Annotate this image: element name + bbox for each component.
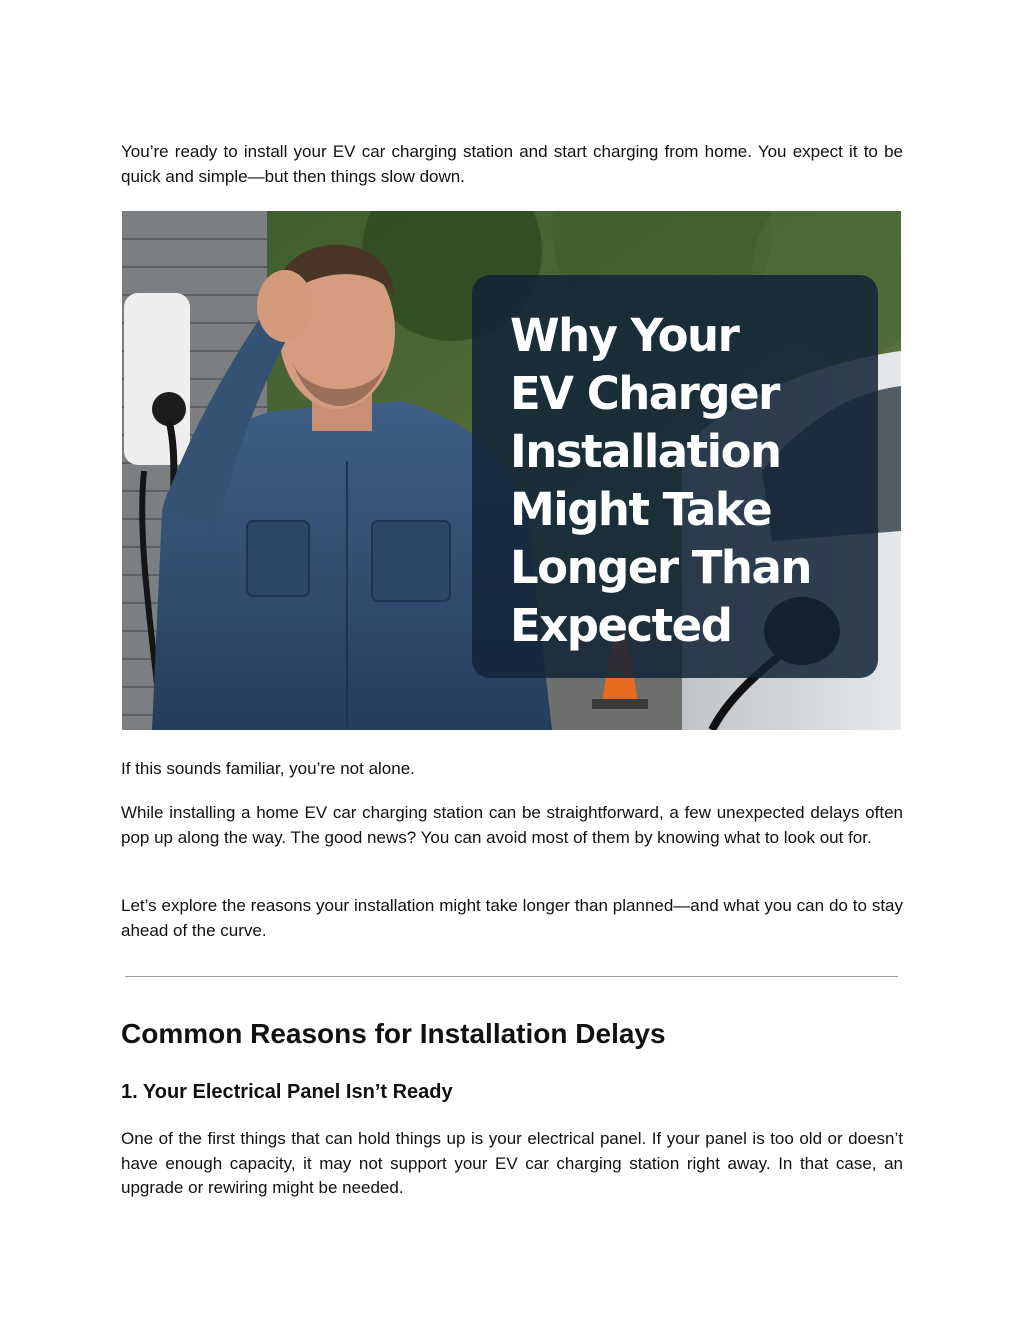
- body-paragraph: One of the first things that can hold things up is your electrical panel. If your panel is too old or doesn’t have enough capacity, it may not support your EV car charging station right away. In that case, an upgrade or rewiring might be needed.: [121, 1129, 903, 1197]
- horizontal-divider: [125, 976, 898, 977]
- body-paragraph: If this sounds familiar, you’re not alone.: [121, 759, 415, 778]
- intro-paragraph: You’re ready to install your EV car charging station and start charging from home. You expect it to be quick and simple—but then things slow down.: [121, 142, 903, 186]
- section-heading: Common Reasons for Installation Delays: [121, 1018, 666, 1049]
- hero-title-line: Might Take: [510, 483, 772, 536]
- hero-title-line: Why Your: [510, 309, 739, 362]
- hero-title-line: Expected: [510, 599, 732, 652]
- body-paragraph: While installing a home EV car charging station can be straightforward, a few unexpected delays often pop up along the way. The good news? You can avoid most of them by knowing what to look out for.: [121, 803, 903, 847]
- hero-title-line: Longer Than: [510, 541, 811, 594]
- body-paragraph: Let’s explore the reasons your installation might take longer than planned—and what you can do to stay ahead of the curve.: [121, 896, 903, 940]
- hero-title-line: EV Charger: [510, 367, 779, 420]
- subsection-heading: 1. Your Electrical Panel Isn’t Ready: [121, 1081, 453, 1103]
- hero-title: [510, 307, 850, 655]
- hero-image: [122, 211, 901, 730]
- hero-title-line: Installation: [510, 425, 781, 478]
